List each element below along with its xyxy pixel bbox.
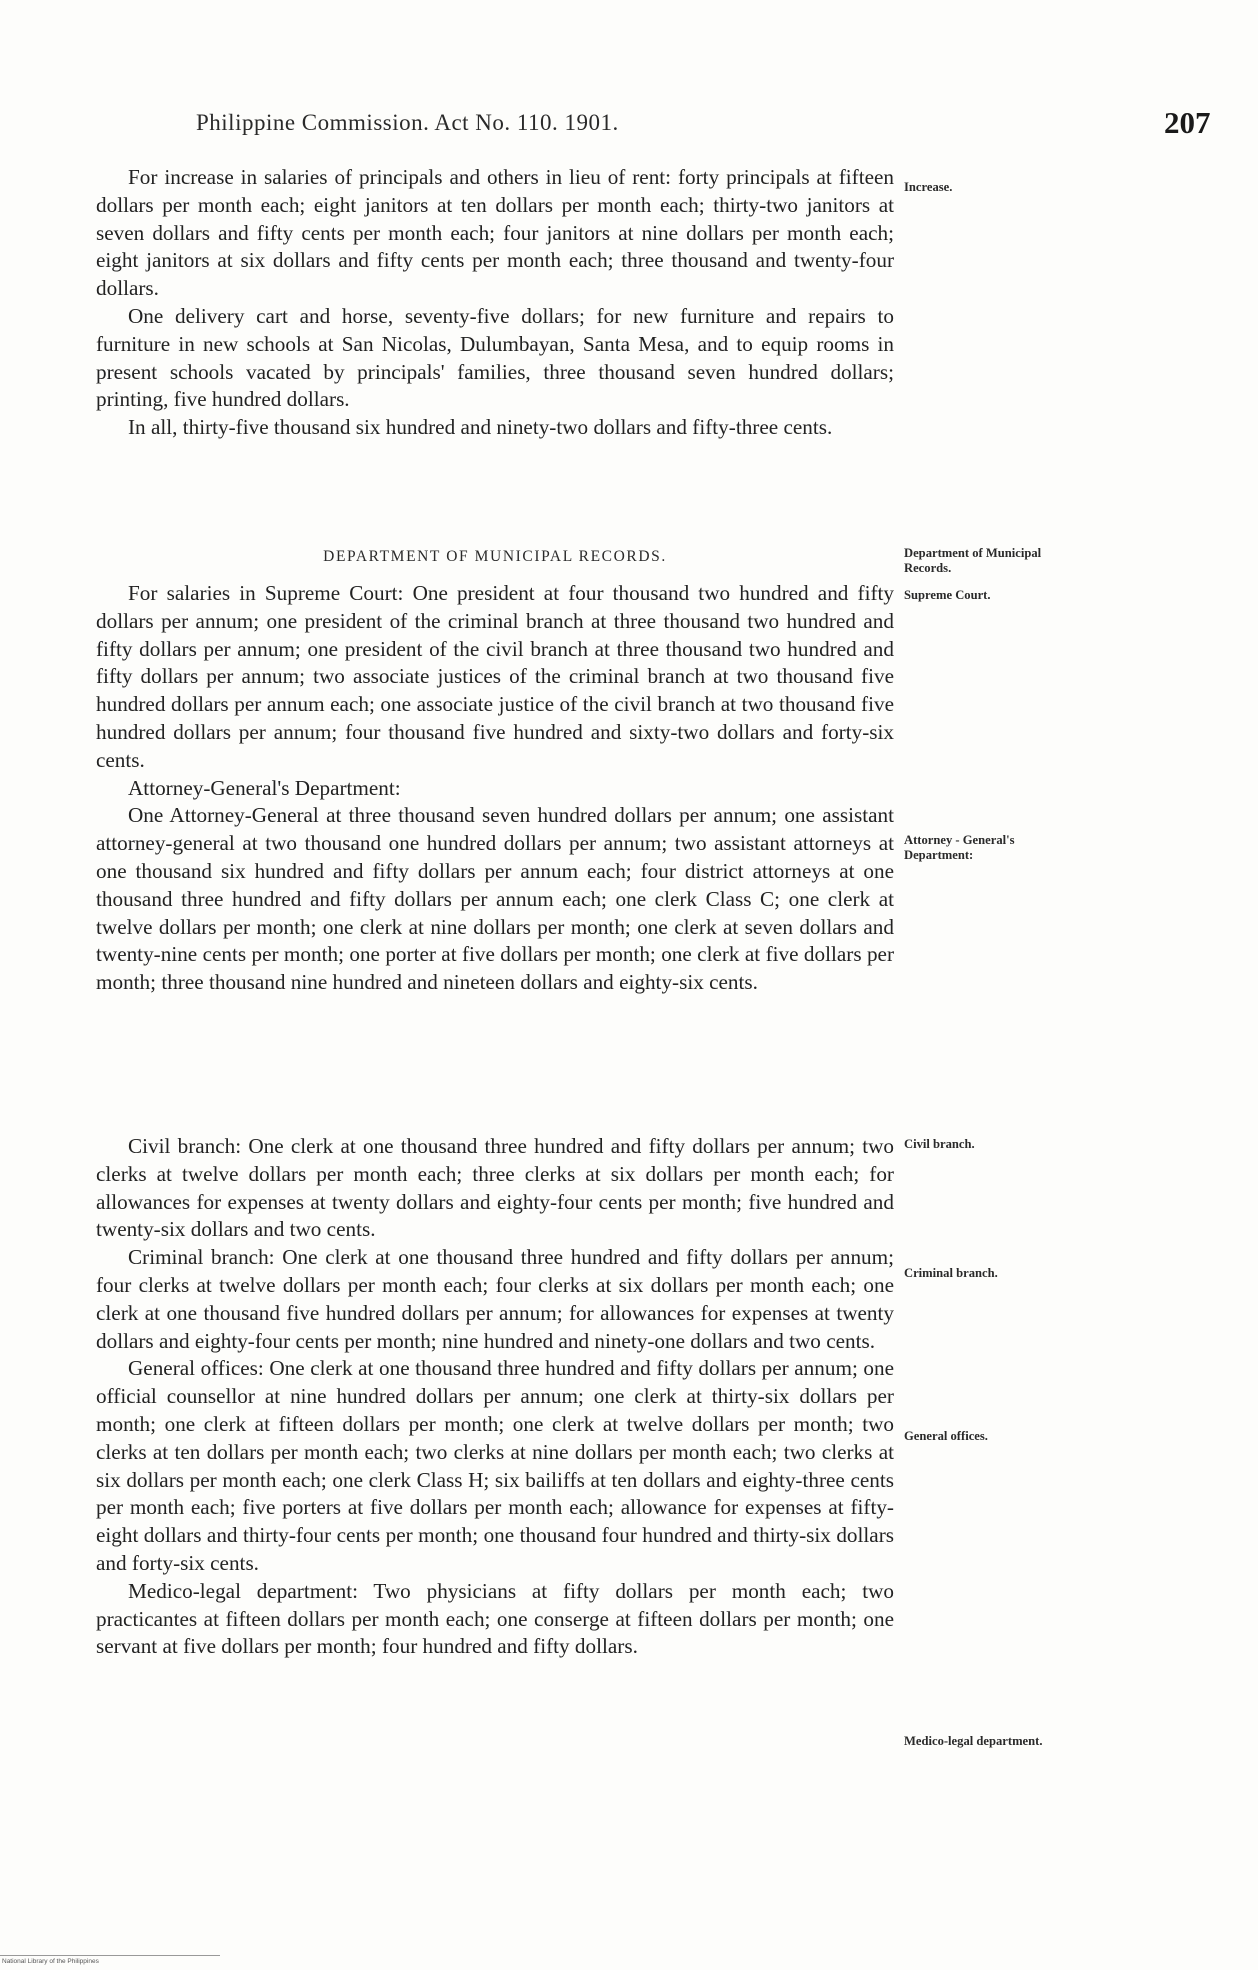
paragraph-delivery-cart: One delivery cart and horse, seventy-five dollars; for new furniture and repairs to furniture in new schools at San Nicolas, Dulumbayan, Santa Mesa, and to equip rooms in present schools vacated by principals' families, three thousand seven hundred dollars; printing, five hundred dollars. (96, 303, 894, 412)
body-block-supreme-court (96, 580, 894, 997)
section-heading: DEPARTMENT OF MUNICIPAL RECORDS. (323, 548, 667, 565)
footer-credit: National Library of the Philippines (2, 1958, 99, 1965)
body-block-increase (96, 164, 894, 442)
footer-rule (0, 1955, 220, 1956)
margin-note-general-offices: General offices. (904, 1429, 988, 1443)
body-block-branches (96, 1133, 894, 1661)
margin-note-increase: Increase. (904, 180, 953, 194)
paragraph-supreme-court: For salaries in Supreme Court: One president at four thousand two hundred and fifty dollars per annum; one president of the criminal branch at three thousand two hundred and fifty dollars per annum; one president of the civil branch at three thousand two hundred and fifty dollars per annum; two associate justices of the criminal branch at two thousand five hundred dollars per annum each; one associate justice of the civil branch at two thousand five hundred dollars per annum; four thousand five hundred and sixty-two dollars and forty-six cents. (96, 581, 894, 772)
margin-note-medico-legal: Medico-legal department. (904, 1734, 1043, 1748)
margin-note-supreme-court: Supreme Court. (904, 588, 991, 602)
paragraph-attorney-general: One Attorney-General at three thousand seven hundred dollars per annum; one assistant attorney-general at two thousand one hundred dollars per annum; two assistant attorneys at one thousand six hundred and fifty dollars per annum each; four district attorneys at one thousand three hundred and fifty dollars per annum each; one clerk Class C; one clerk at twelve dollars per month; one clerk at nine dollars per month; one clerk at seven dollars and twenty-nine cents per month; one porter at five dollars per month; one clerk at five dollars per month; three thousand nine hundred and nineteen dollars and eighty-six cents. (96, 803, 894, 995)
paragraph-increase-salaries: For increase in salaries of principals and others in lieu of rent: forty principals at fifteen dollars per month each; eight janitors at ten dollars per month each; thirty-two janitors at seven dollars and fifty cents per month each; four janitors at nine dollars per month each; eight janitors at six dollars and fifty cents per month each; three thousand and twenty-four dollars. (96, 165, 894, 301)
paragraph-total: In all, thirty-five thousand six hundred and ninety-two dollars and fifty-three cents. (128, 415, 833, 440)
margin-note-criminal-branch: Criminal branch. (904, 1266, 998, 1280)
paragraph-general-offices: General offices: One clerk at one thousand three hundred and fifty dollars per annum; one official counsellor at nine hundred dollars per annum; one clerk at thirty-six dollars per month; one clerk at fifteen dollars per month; one clerk at twelve dollars per month; two clerks at ten dollars per month each; two clerks at nine dollars per month each; two clerks at six dollars per month each; one clerk Class H; six bailiffs at ten dollars and eighty-three cents per month each; five porters at five dollars per month each; allowance for expenses at fifty-eight dollars and thirty-four cents per month; one thousand four hundred and thirty-six dollars and forty-six cents. (96, 1356, 894, 1575)
paragraph-medico-legal: Medico-legal department: Two physicians at fifty dollars per month each; two practicantes at fifteen dollars per month each; one conserge at fifteen dollars per month; one servant at five dollars per month; four hundred and fifty dollars. (96, 1578, 894, 1659)
margin-note-municipal-records: Department of Municipal Records. (904, 546, 1042, 575)
page-number: 207 (1164, 105, 1211, 140)
paragraph-civil-branch: Civil branch: One clerk at one thousand three hundred and fifty dollars per annum; two clerks at twelve dollars per month each; three clerks at six dollars per month each; for allowances for expenses at twenty dollars and eighty-four cents per month; five hundred and twenty-six dollars and two cents. (96, 1134, 894, 1242)
paragraph-criminal-branch: Criminal branch: One clerk at one thousand three hundred and fifty dollars per annum; four clerks at twelve dollars per month each; four clerks at six dollars per month each; one clerk at one thousand five hundred dollars per annum; for allowances for expenses at twenty dollars and eighty-four cents per month; nine hundred and ninety-one dollars and two cents. (96, 1245, 894, 1353)
paragraph-attorney-heading: Attorney-General's Department: (128, 775, 401, 800)
margin-note-attorney-general: Attorney - General's Department: (904, 833, 1015, 862)
margin-note-civil-branch: Civil branch. (904, 1137, 975, 1151)
running-head: Philippine Commission. Act No. 110. 1901. (196, 110, 619, 135)
